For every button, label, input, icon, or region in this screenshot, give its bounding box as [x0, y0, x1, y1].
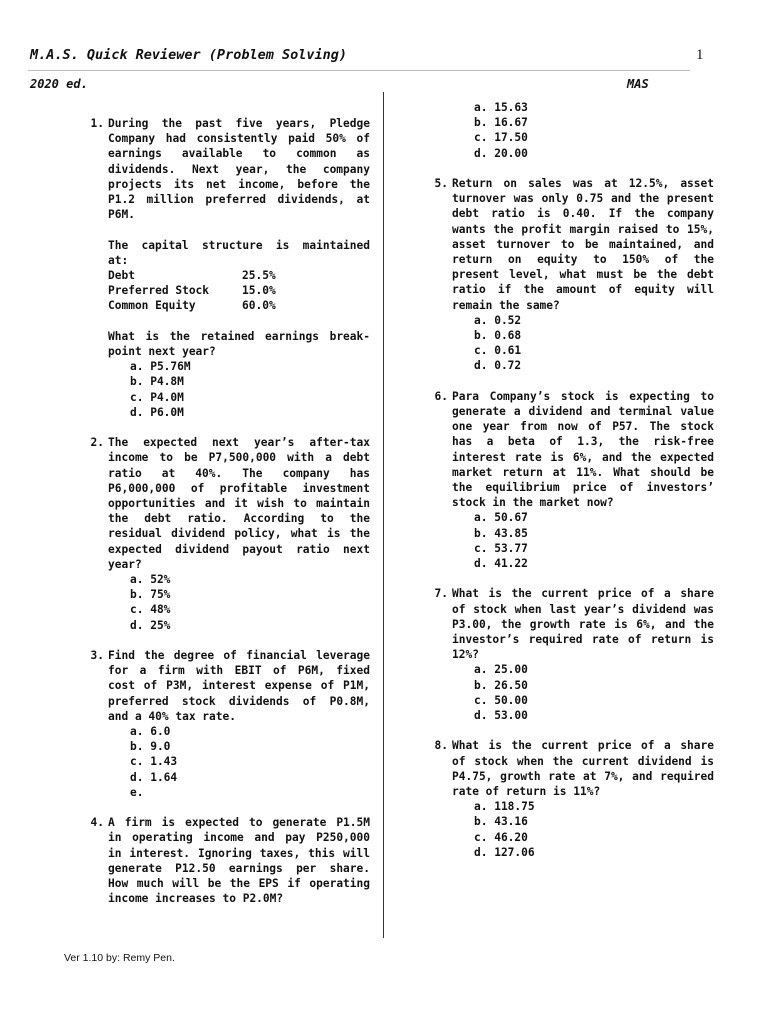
- question-number: 4.: [90, 816, 104, 830]
- question-number: 2.: [90, 436, 104, 450]
- answer-choice: a. 25.00: [474, 663, 528, 677]
- answer-choice: c. 1.43: [130, 755, 178, 769]
- question-number: 6.: [434, 389, 448, 403]
- structure-label: Preferred Stock: [108, 284, 210, 298]
- answer-choices: [474, 100, 714, 161]
- answer-choice: c. 17.50: [474, 131, 528, 145]
- capital-structure-table: [108, 268, 370, 314]
- answer-choice: b. 9.0: [130, 740, 171, 754]
- question-text: During the past five years, Pledge Company had consistently paid 50% of earnings available to common as dividends. Next year, the company projects its net income, before the P1.2 million preferred dividends, at P6M.: [108, 117, 370, 222]
- question-3: [80, 648, 370, 800]
- answer-choice: c. 0.61: [474, 344, 522, 358]
- question-number: 3.: [90, 649, 104, 663]
- question-1: [80, 116, 370, 420]
- answer-choice: d. 127.06: [474, 845, 535, 859]
- question-text: Find the degree of financial leverage for a firm with EBIT of P6M, fixed cost of P3M, interest expense of P1M, preferred stock dividends of P0.8M, and a 40% tax rate.: [108, 649, 370, 723]
- answer-choice: a. 0.52: [474, 313, 522, 327]
- structure-value: 15.0%: [242, 284, 276, 298]
- answer-choice: d. 25%: [130, 618, 171, 632]
- question-number: 8.: [434, 739, 448, 753]
- answer-choices: [474, 313, 714, 374]
- answer-choices: [130, 572, 370, 633]
- answer-choice: c. 50.00: [474, 693, 528, 707]
- question-text: What is the current price of a share of stock when last year’s dividend was P3.00, the growth rate is 6%, and the investor’s required rate of return is 12%?: [452, 587, 714, 662]
- answer-choice: c. 46.20: [474, 830, 528, 844]
- answer-choice: b. 26.50: [474, 678, 528, 692]
- question-4: [80, 815, 370, 906]
- question-text: The capital structure is maintained at:: [108, 238, 370, 267]
- answer-choice: a. 6.0: [130, 725, 171, 739]
- question-text: The expected next year’s after-tax income to be P7,500,000 with a debt ratio at 40%. The company has P6,000,000 of profitable investment opportunities and it wish to maintain the debt ratio. According to the residual dividend policy, what is the expected dividend payout ratio next year?: [108, 436, 370, 571]
- table-row: [108, 268, 370, 283]
- footer-version: Ver 1.10 by: Remy Pen.: [64, 952, 175, 964]
- question-text: A firm is expected to generate P1.5M in operating income and pay P250,000 in interest. Ignoring taxes, this will generate P12.50 earnings per share. How much will be the EPS if operating income increases to P2.0M?: [108, 816, 370, 906]
- answer-choice: d. 20.00: [474, 146, 528, 160]
- right-column: [424, 100, 714, 875]
- table-row: [108, 283, 370, 298]
- table-row: [108, 298, 370, 313]
- question-text: What is the retained earnings break-point next year?: [108, 329, 370, 359]
- answer-choice: a. 15.63: [474, 101, 528, 114]
- answer-choices: [474, 510, 714, 571]
- answer-choices: [474, 662, 714, 723]
- answer-choice: b. P4.8M: [130, 375, 184, 389]
- answer-choices: [130, 724, 370, 800]
- document-title: M.A.S. Quick Reviewer (Problem Solving): [30, 47, 347, 63]
- structure-value: 25.5%: [242, 269, 276, 283]
- question-number: 1.: [90, 117, 104, 130]
- answer-choice: b. 0.68: [474, 329, 522, 343]
- answer-choice: a. 50.67: [474, 511, 528, 525]
- answer-choice: d. 0.72: [474, 359, 522, 373]
- question-number: 5.: [434, 177, 448, 190]
- answer-choice: d. 41.22: [474, 557, 528, 571]
- answer-choices: [130, 359, 370, 420]
- column-divider: [383, 92, 384, 938]
- answer-choice: c. 53.77: [474, 541, 528, 555]
- structure-value: 60.0%: [242, 299, 276, 313]
- answer-choice: c. 48%: [130, 603, 171, 617]
- header-divider: [28, 70, 690, 71]
- question-5: [424, 176, 714, 374]
- question-7: [424, 586, 714, 723]
- question-text: Para Company’s stock is expecting to generate a dividend and terminal value one year from now of P57. The stock has a beta of 1.3, the risk-free interest rate is 6%, and the expected market return at 11%. What should be the equilibrium price of investors’ stock in the market now?: [452, 389, 714, 510]
- left-column: [80, 100, 370, 922]
- answer-choice: b. 75%: [130, 588, 171, 602]
- answer-choice: b. 43.85: [474, 526, 528, 540]
- answer-choice: e.: [130, 785, 144, 799]
- structure-label: Debt: [108, 269, 135, 283]
- answer-choice: c. P4.0M: [130, 390, 184, 404]
- subject-label: MAS: [627, 77, 649, 91]
- page-number: 1: [696, 47, 704, 63]
- answer-choice: d. 53.00: [474, 709, 528, 723]
- question-text: Return on sales was at 12.5%, asset turnover was only 0.75 and the present debt ratio is 0.40. If the company wants the profit margin raised to 15%, asset turnover to be maintained, and return on equity to 150% of the present level, what must be the debt ratio if the amount of equity will remain the same?: [452, 177, 714, 312]
- question-8: [424, 738, 714, 860]
- answer-choice: a. P5.76M: [130, 360, 191, 374]
- structure-label: Common Equity: [108, 299, 196, 313]
- answer-choices: [474, 799, 714, 860]
- answer-choice: a. 52%: [130, 573, 171, 587]
- answer-choice: b. 16.67: [474, 116, 528, 130]
- edition-label: 2020 ed.: [30, 77, 88, 91]
- answer-choice: a. 118.75: [474, 800, 535, 814]
- answer-choice: b. 43.16: [474, 815, 528, 829]
- question-number: 7.: [434, 587, 448, 601]
- question-6: [424, 389, 714, 571]
- answer-choice: d. P6.0M: [130, 405, 184, 419]
- answer-choice: d. 1.64: [130, 770, 178, 784]
- question-text: What is the current price of a share of stock when the current dividend is P4.75, growth rate at 7%, and required rate of return is 11%?: [452, 739, 714, 799]
- question-2: [80, 435, 370, 633]
